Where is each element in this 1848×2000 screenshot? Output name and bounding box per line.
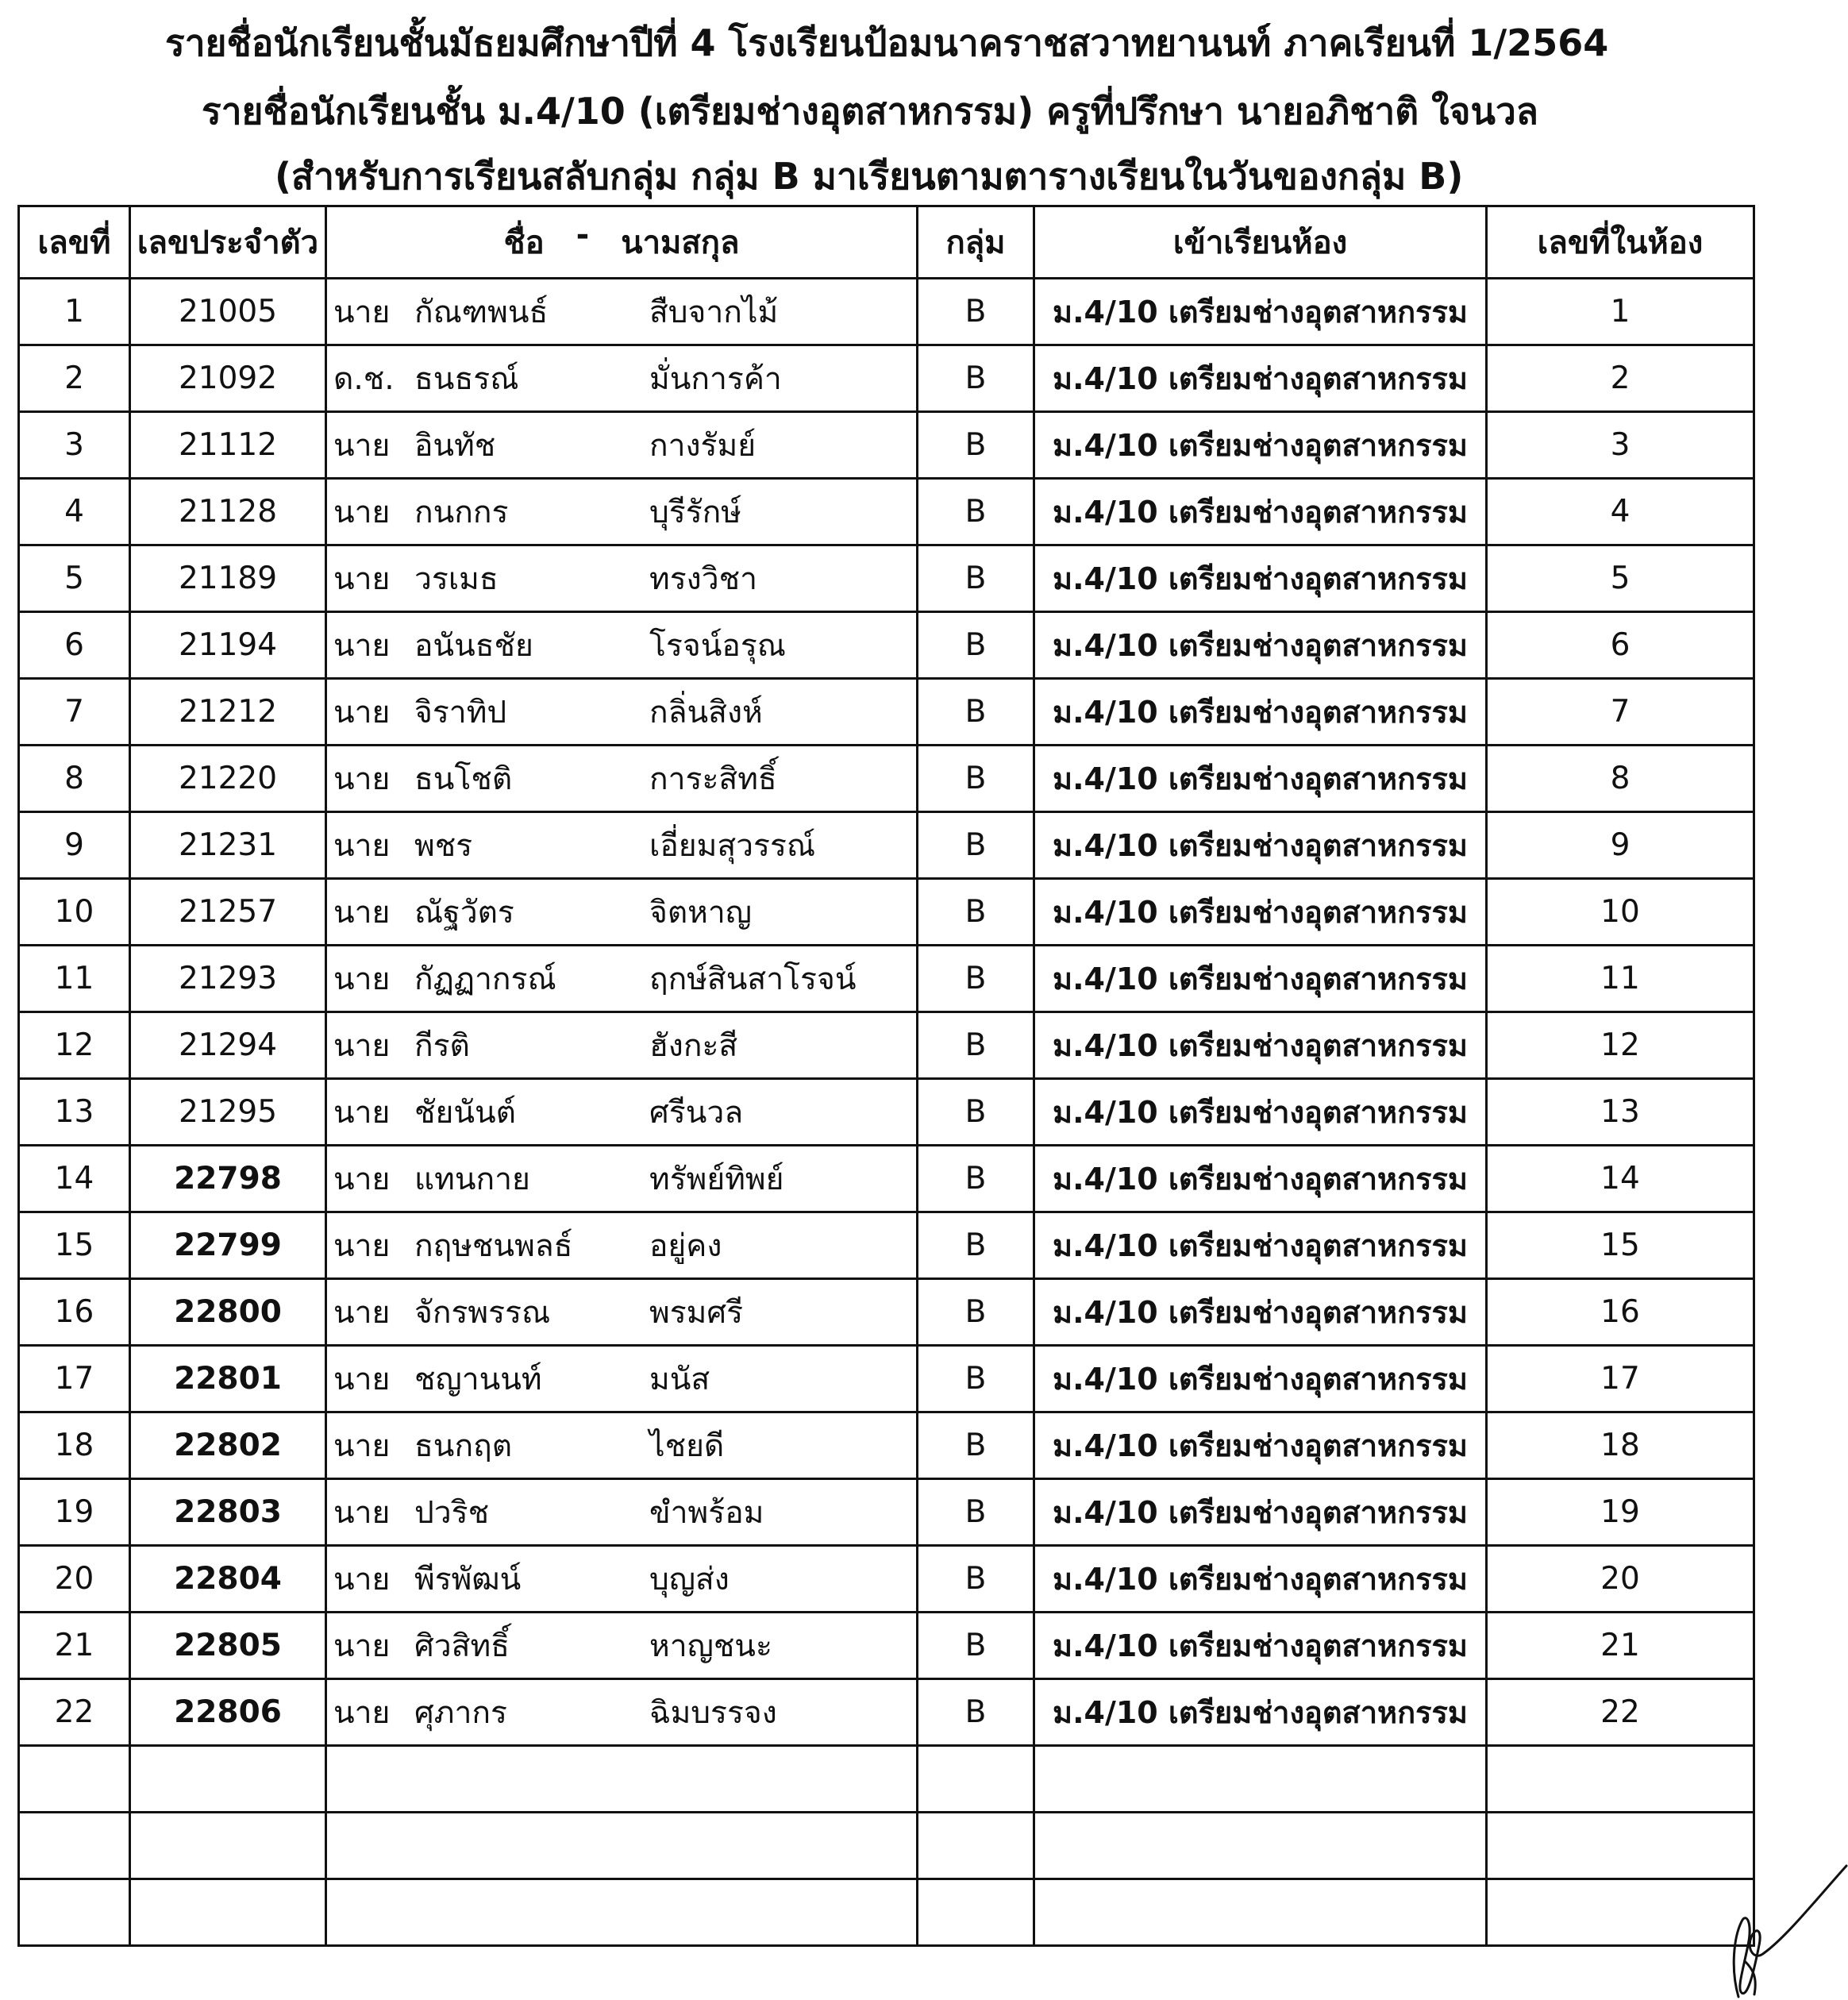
table-row <box>19 1079 1754 1146</box>
name-prefix: นาย <box>333 294 391 330</box>
cell-seat: 22 <box>1487 1679 1754 1746</box>
table-row <box>19 746 1754 812</box>
cell-name <box>326 1613 918 1679</box>
cell-name <box>326 412 918 479</box>
first-name: กนกกร <box>414 494 509 530</box>
empty-cell <box>918 1813 1034 1879</box>
cell-student-id: 21005 <box>130 279 326 345</box>
cell-room: ม.4/10 เตรียมช่างอุตสาหกรรม <box>1034 412 1487 479</box>
cell-name <box>326 279 918 345</box>
last-name: การะสิทธิ์ <box>649 761 777 797</box>
empty-cell <box>1487 1746 1754 1813</box>
header-dash: - <box>576 217 590 253</box>
cell-group: B <box>918 1279 1034 1346</box>
header-group: กลุ่ม <box>918 206 1034 279</box>
empty-cell <box>326 1879 918 1946</box>
cell-name <box>326 1212 918 1279</box>
last-name: พรมศรี <box>649 1294 744 1331</box>
name-prefix: นาย <box>333 961 391 997</box>
cell-student-id: 22801 <box>130 1346 326 1412</box>
table-row <box>19 279 1754 345</box>
first-name: พีรพัฒน์ <box>414 1561 522 1597</box>
table-row <box>19 1412 1754 1479</box>
cell-no: 15 <box>19 1212 130 1279</box>
name-prefix: นาย <box>333 1027 391 1064</box>
cell-room: ม.4/10 เตรียมช่างอุตสาหกรรม <box>1034 1613 1487 1679</box>
table-row <box>19 812 1754 879</box>
first-name: จิราทิป <box>414 694 507 730</box>
last-name: ฉิมบรรจง <box>649 1694 777 1731</box>
cell-name <box>326 812 918 879</box>
cell-no: 11 <box>19 946 130 1012</box>
table-row <box>19 679 1754 746</box>
name-prefix: นาย <box>333 761 391 797</box>
cell-student-id: 21295 <box>130 1079 326 1146</box>
last-name: ไชยดี <box>649 1428 725 1464</box>
table-row <box>19 1146 1754 1212</box>
name-prefix: นาย <box>333 627 391 664</box>
last-name: หาญชนะ <box>649 1628 772 1664</box>
cell-no: 10 <box>19 879 130 946</box>
cell-name <box>326 746 918 812</box>
cell-room: ม.4/10 เตรียมช่างอุตสาหกรรม <box>1034 279 1487 345</box>
last-name: ฮังกะสี <box>649 1027 738 1064</box>
cell-group: B <box>918 746 1034 812</box>
cell-student-id: 21194 <box>130 612 326 679</box>
cell-no: 20 <box>19 1546 130 1613</box>
cell-student-id: 22798 <box>130 1146 326 1212</box>
name-prefix: นาย <box>333 1161 391 1197</box>
cell-no: 12 <box>19 1012 130 1079</box>
cell-room: ม.4/10 เตรียมช่างอุตสาหกรรม <box>1034 1679 1487 1746</box>
name-prefix: นาย <box>333 1561 391 1597</box>
cell-room: ม.4/10 เตรียมช่างอุตสาหกรรม <box>1034 879 1487 946</box>
cell-student-id: 22803 <box>130 1479 326 1546</box>
cell-group: B <box>918 1146 1034 1212</box>
cell-room: ม.4/10 เตรียมช่างอุตสาหกรรม <box>1034 946 1487 1012</box>
header-room: เข้าเรียนห้อง <box>1034 206 1487 279</box>
header-name <box>326 206 918 279</box>
cell-seat: 10 <box>1487 879 1754 946</box>
cell-seat: 16 <box>1487 1279 1754 1346</box>
cell-no: 21 <box>19 1613 130 1679</box>
cell-room: ม.4/10 เตรียมช่างอุตสาหกรรม <box>1034 679 1487 746</box>
header-last-name: นามสกุล <box>621 225 740 261</box>
name-prefix: นาย <box>333 1494 391 1531</box>
cell-student-id: 21293 <box>130 946 326 1012</box>
cell-name <box>326 1479 918 1546</box>
last-name: บุรีรักษ์ <box>649 494 741 530</box>
first-name: อินทัช <box>414 427 496 464</box>
first-name: กีรติ <box>414 1027 470 1064</box>
title-line-2: รายชื่อนักเรียนชั้น ม.4/10 (เตรียมช่างอุตสาหกรรม) ครูที่ปรึกษา นายอภิชาติ ใจนวล <box>202 90 1538 133</box>
last-name: บุญส่ง <box>649 1561 730 1597</box>
cell-no: 3 <box>19 412 130 479</box>
first-name: ชญานนท์ <box>414 1361 542 1397</box>
cell-group: B <box>918 545 1034 612</box>
cell-name <box>326 1079 918 1146</box>
cell-seat: 20 <box>1487 1546 1754 1613</box>
cell-group: B <box>918 812 1034 879</box>
empty-cell <box>1034 1813 1487 1879</box>
table-row <box>19 946 1754 1012</box>
name-prefix: นาย <box>333 1227 391 1264</box>
empty-cell <box>326 1813 918 1879</box>
cell-no: 4 <box>19 479 130 545</box>
cell-name <box>326 1279 918 1346</box>
cell-room: ม.4/10 เตรียมช่างอุตสาหกรรม <box>1034 545 1487 612</box>
cell-room: ม.4/10 เตรียมช่างอุตสาหกรรม <box>1034 1479 1487 1546</box>
cell-seat: 17 <box>1487 1346 1754 1412</box>
cell-student-id: 21231 <box>130 812 326 879</box>
first-name: อนันธชัย <box>414 627 533 664</box>
cell-room: ม.4/10 เตรียมช่างอุตสาหกรรม <box>1034 1279 1487 1346</box>
cell-seat: 5 <box>1487 545 1754 612</box>
name-prefix: นาย <box>333 1628 391 1664</box>
last-name: เอี่ยมสุวรรณ์ <box>649 827 816 864</box>
cell-no: 1 <box>19 279 130 345</box>
table-body <box>19 279 1754 1946</box>
cell-group: B <box>918 1212 1034 1279</box>
cell-seat: 6 <box>1487 612 1754 679</box>
empty-cell <box>130 1813 326 1879</box>
last-name: มนัส <box>649 1361 710 1397</box>
first-name: ศิวสิทธิ์ <box>414 1628 510 1664</box>
table-row <box>19 612 1754 679</box>
signature-mark <box>1707 1850 1848 2000</box>
empty-cell <box>918 1879 1034 1946</box>
name-prefix: นาย <box>333 827 391 864</box>
cell-no: 5 <box>19 545 130 612</box>
last-name: ทรงวิชา <box>649 561 757 597</box>
cell-seat: 21 <box>1487 1613 1754 1679</box>
cell-name <box>326 1679 918 1746</box>
table-row <box>19 1279 1754 1346</box>
empty-cell <box>19 1746 130 1813</box>
table-row <box>19 479 1754 545</box>
empty-table-row <box>19 1813 1754 1879</box>
cell-group: B <box>918 1346 1034 1412</box>
last-name: สืบจากไม้ <box>649 294 779 330</box>
table-row <box>19 1012 1754 1079</box>
cell-room: ม.4/10 เตรียมช่างอุตสาหกรรม <box>1034 1346 1487 1412</box>
cell-group: B <box>918 279 1034 345</box>
cell-student-id: 22799 <box>130 1212 326 1279</box>
cell-room: ม.4/10 เตรียมช่างอุตสาหกรรม <box>1034 1079 1487 1146</box>
cell-student-id: 21294 <box>130 1012 326 1079</box>
cell-student-id: 21189 <box>130 545 326 612</box>
cell-no: 19 <box>19 1479 130 1546</box>
first-name: ธนธรณ์ <box>414 360 519 397</box>
table-row <box>19 345 1754 412</box>
cell-room: ม.4/10 เตรียมช่างอุตสาหกรรม <box>1034 612 1487 679</box>
empty-cell <box>1034 1879 1487 1946</box>
first-name: พชร <box>414 827 473 864</box>
table-row <box>19 1479 1754 1546</box>
name-prefix: นาย <box>333 427 391 464</box>
cell-no: 22 <box>19 1679 130 1746</box>
cell-group: B <box>918 879 1034 946</box>
cell-room: ม.4/10 เตรียมช่างอุตสาหกรรม <box>1034 1012 1487 1079</box>
cell-group: B <box>918 1079 1034 1146</box>
cell-no: 2 <box>19 345 130 412</box>
first-name: กัฏฏากรณ์ <box>414 961 556 997</box>
last-name: ฤกษ์สินสาโรจน์ <box>649 961 857 997</box>
cell-room: ม.4/10 เตรียมช่างอุตสาหกรรม <box>1034 1546 1487 1613</box>
name-prefix: นาย <box>333 1694 391 1731</box>
last-name: กางรัมย์ <box>649 427 757 464</box>
cell-no: 16 <box>19 1279 130 1346</box>
student-roster-table <box>17 205 1755 1947</box>
first-name: กัณฑพนธ์ <box>414 294 549 330</box>
cell-no: 17 <box>19 1346 130 1412</box>
cell-no: 9 <box>19 812 130 879</box>
cell-seat: 1 <box>1487 279 1754 345</box>
cell-name <box>326 345 918 412</box>
cell-no: 6 <box>19 612 130 679</box>
cell-room: ม.4/10 เตรียมช่างอุตสาหกรรม <box>1034 746 1487 812</box>
title-line-3: (สำหรับการเรียนสลับกลุ่ม กลุ่ม B มาเรียนตามตารางเรียนในวันของกลุ่ม B) <box>275 155 1464 198</box>
first-name: แทนกาย <box>414 1161 530 1197</box>
cell-no: 7 <box>19 679 130 746</box>
cell-student-id: 22804 <box>130 1546 326 1613</box>
cell-no: 8 <box>19 746 130 812</box>
cell-name <box>326 1412 918 1479</box>
last-name: อยู่คง <box>649 1227 722 1264</box>
cell-group: B <box>918 946 1034 1012</box>
cell-no: 18 <box>19 1412 130 1479</box>
first-name: ศุภากร <box>414 1694 507 1731</box>
first-name: วรเมธ <box>414 561 499 597</box>
table-row <box>19 1613 1754 1679</box>
name-prefix: นาย <box>333 1361 391 1397</box>
cell-group: B <box>918 345 1034 412</box>
cell-room: ม.4/10 เตรียมช่างอุตสาหกรรม <box>1034 479 1487 545</box>
cell-room: ม.4/10 เตรียมช่างอุตสาหกรรม <box>1034 1212 1487 1279</box>
table-row <box>19 1679 1754 1746</box>
cell-seat: 2 <box>1487 345 1754 412</box>
empty-cell <box>19 1879 130 1946</box>
cell-name <box>326 1346 918 1412</box>
cell-name <box>326 545 918 612</box>
cell-seat: 12 <box>1487 1012 1754 1079</box>
cell-name <box>326 679 918 746</box>
first-name: ชัยนันต์ <box>414 1094 516 1131</box>
table-row <box>19 1546 1754 1613</box>
cell-group: B <box>918 1479 1034 1546</box>
cell-seat: 3 <box>1487 412 1754 479</box>
empty-cell <box>918 1746 1034 1813</box>
header-first-name: ชื่อ <box>503 225 545 261</box>
empty-table-row <box>19 1746 1754 1813</box>
empty-cell <box>19 1813 130 1879</box>
cell-student-id: 22805 <box>130 1613 326 1679</box>
cell-group: B <box>918 1679 1034 1746</box>
last-name: ทรัพย์ทิพย์ <box>649 1161 784 1197</box>
cell-seat: 11 <box>1487 946 1754 1012</box>
table-row <box>19 545 1754 612</box>
cell-name <box>326 479 918 545</box>
cell-seat: 7 <box>1487 679 1754 746</box>
name-prefix: นาย <box>333 494 391 530</box>
name-prefix: นาย <box>333 694 391 730</box>
cell-group: B <box>918 479 1034 545</box>
empty-cell <box>326 1746 918 1813</box>
cell-seat: 14 <box>1487 1146 1754 1212</box>
cell-group: B <box>918 412 1034 479</box>
last-name: โรจน์อรุณ <box>649 627 786 664</box>
cell-name <box>326 612 918 679</box>
cell-seat: 19 <box>1487 1479 1754 1546</box>
cell-room: ม.4/10 เตรียมช่างอุตสาหกรรม <box>1034 345 1487 412</box>
last-name: จิตหาญ <box>649 894 753 931</box>
cell-student-id: 21112 <box>130 412 326 479</box>
first-name: จักรพรรณ <box>414 1294 551 1331</box>
table-row <box>19 1212 1754 1279</box>
cell-student-id: 21092 <box>130 345 326 412</box>
cell-name <box>326 946 918 1012</box>
cell-group: B <box>918 1012 1034 1079</box>
cell-seat: 8 <box>1487 746 1754 812</box>
cell-student-id: 21257 <box>130 879 326 946</box>
empty-cell <box>1034 1746 1487 1813</box>
cell-no: 14 <box>19 1146 130 1212</box>
name-prefix: นาย <box>333 561 391 597</box>
table-header-row <box>19 206 1754 279</box>
title-line-1: รายชื่อนักเรียนชั้นมัธยมศึกษาปีที่ 4 โรงเรียนป้อมนาคราชสวาทยานนท์ ภาคเรียนที่ 1/2564 <box>165 21 1609 64</box>
empty-cell <box>130 1879 326 1946</box>
cell-group: B <box>918 1613 1034 1679</box>
name-prefix: นาย <box>333 1428 391 1464</box>
cell-seat: 4 <box>1487 479 1754 545</box>
name-prefix: นาย <box>333 894 391 931</box>
empty-table-row <box>19 1879 1754 1946</box>
cell-student-id: 21220 <box>130 746 326 812</box>
name-prefix: นาย <box>333 1294 391 1331</box>
header-student-id: เลขประจำตัว <box>130 206 326 279</box>
cell-name <box>326 1546 918 1613</box>
cell-student-id: 21212 <box>130 679 326 746</box>
header-seat: เลขที่ในห้อง <box>1487 206 1754 279</box>
cell-room: ม.4/10 เตรียมช่างอุตสาหกรรม <box>1034 1412 1487 1479</box>
table-row <box>19 412 1754 479</box>
cell-group: B <box>918 612 1034 679</box>
header-no: เลขที่ <box>19 206 130 279</box>
cell-student-id: 22806 <box>130 1679 326 1746</box>
cell-room: ม.4/10 เตรียมช่างอุตสาหกรรม <box>1034 1146 1487 1212</box>
cell-name <box>326 1146 918 1212</box>
first-name: ธนกฤต <box>414 1428 513 1464</box>
first-name: ณัฐวัตร <box>414 894 514 931</box>
cell-name <box>326 1012 918 1079</box>
first-name: ปวริช <box>414 1494 490 1531</box>
first-name: กฤษชนพลธ์ <box>414 1227 573 1264</box>
name-prefix: นาย <box>333 1094 391 1131</box>
cell-group: B <box>918 679 1034 746</box>
table-row <box>19 1346 1754 1412</box>
table-row <box>19 879 1754 946</box>
cell-seat: 9 <box>1487 812 1754 879</box>
empty-cell <box>130 1746 326 1813</box>
cell-group: B <box>918 1412 1034 1479</box>
cell-room: ม.4/10 เตรียมช่างอุตสาหกรรม <box>1034 812 1487 879</box>
cell-seat: 15 <box>1487 1212 1754 1279</box>
last-name: ขำพร้อม <box>649 1494 764 1531</box>
first-name: ธนโชติ <box>414 761 513 797</box>
last-name: กลิ่นสิงห์ <box>649 694 763 730</box>
cell-name <box>326 879 918 946</box>
last-name: มั่นการค้า <box>649 360 782 397</box>
cell-student-id: 22802 <box>130 1412 326 1479</box>
cell-seat: 18 <box>1487 1412 1754 1479</box>
cell-no: 13 <box>19 1079 130 1146</box>
cell-seat: 13 <box>1487 1079 1754 1146</box>
name-prefix: ด.ช. <box>333 360 395 397</box>
cell-group: B <box>918 1546 1034 1613</box>
cell-student-id: 22800 <box>130 1279 326 1346</box>
last-name: ศรีนวล <box>649 1094 744 1131</box>
cell-student-id: 21128 <box>130 479 326 545</box>
